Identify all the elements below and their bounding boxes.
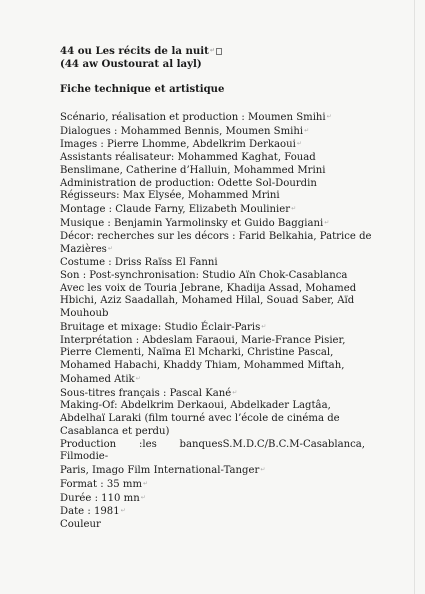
credit-line	[60, 505, 365, 519]
credit-line	[60, 478, 365, 492]
credit-line: Administration de production: Odette Sol-Dourdin	[60, 177, 317, 189]
credit-text: Musique : Benjamin Yarmolinsky et Guido Baggiani	[60, 217, 324, 229]
credit-line	[60, 203, 365, 217]
credit-text: Sous-titres français : Pascal Kané	[60, 387, 232, 399]
return-mark-icon: ↵	[261, 322, 267, 330]
credit-line	[60, 492, 365, 506]
section-heading: Fiche technique et artistique	[60, 84, 225, 95]
credit-line: Mouhoub	[60, 308, 109, 319]
return-mark-icon: ↵	[107, 245, 113, 253]
credit-line: Abdelhaï Laraki (film tourné avec l’école de cinéma de	[60, 413, 340, 424]
credit-line	[60, 217, 365, 231]
return-mark-icon: ↵	[324, 218, 330, 226]
document-body	[60, 44, 372, 532]
credit-line: Costume : Driss Raïss El Fanni	[60, 257, 218, 268]
credit-line: Couleur	[60, 519, 101, 530]
return-mark-icon: ↵	[260, 466, 266, 473]
credit-text: Images : Pierre Lhomme, Abdelkrim Derkaoui	[60, 139, 296, 151]
credit-line: Hbichi, Aziz Saadallah, Mohamed Hilal, Souad Saber, Aïd	[60, 295, 355, 307]
credit-text: Dialogues : Mohammed Bennis, Moumen Smihi	[60, 125, 304, 137]
credit-line	[60, 243, 365, 257]
film-title-arabic: (44 aw Oustourat al layl)	[60, 58, 202, 70]
credit-line: Assistants réalisateur: Mohammed Kaghat, Fouad	[60, 152, 316, 163]
return-mark-icon: ↵	[135, 374, 141, 382]
credit-text: Durée : 110 mn	[60, 492, 140, 504]
credit-text: Date : 1981	[60, 506, 120, 518]
return-mark-icon: ↵	[304, 126, 310, 134]
credit-text: Format : 35 mm	[60, 478, 143, 490]
credit-line: Mohamed Habachi, Khaddy Thiam, Mohammed Miftah,	[60, 360, 345, 371]
credit-line: Benslimane, Catherine d’Halluin, Mohammed Mrini	[60, 164, 326, 176]
credit-text: Scénario, réalisation et production : Moumen Smihi	[60, 111, 326, 123]
credit-line: Décor: recherches sur les décors : Farid Belkahia, Patrice de	[60, 230, 372, 242]
credit-line	[60, 138, 365, 152]
credit-text: Mohamed Atik	[60, 373, 135, 385]
return-mark-icon: ↵	[143, 479, 149, 487]
film-title	[60, 44, 365, 58]
credit-line: Making-Of: Abdelkrim Derkaoui, Abdelkader Lagtâa,	[60, 400, 331, 412]
return-mark-icon: ↵	[232, 388, 238, 396]
box-mark-icon	[216, 48, 222, 55]
credit-line: Son : Post-synchronisation: Studio Aïn Chok-Casablanca	[60, 269, 348, 281]
credit-line: Interprétation : Abdeslam Faraoui, Marie-France Pisier,	[60, 334, 346, 346]
credit-line	[60, 464, 365, 478]
return-mark-icon: ↵	[140, 493, 146, 501]
credit-text: Montage : Claude Farny, Elizabeth Moulinier	[60, 204, 291, 215]
credit-line	[60, 125, 365, 139]
credit-line	[60, 387, 365, 401]
credit-line: Casablanca et perdu)	[60, 425, 170, 437]
credit-line	[60, 373, 365, 387]
return-mark-icon: ↵	[120, 507, 126, 515]
return-mark-icon: ↵	[326, 112, 332, 120]
credit-line: Pierre Clementi, Naïma El Mcharki, Christine Pascal,	[60, 347, 334, 359]
credit-text: Bruitage et mixage: Studio Éclair-Paris	[60, 321, 261, 333]
return-mark-icon: ↵	[209, 47, 215, 54]
credit-text: Paris, Imago Film International-Tanger	[60, 465, 260, 476]
return-mark-icon: ↵	[291, 205, 297, 212]
page-edge-shadow	[414, 0, 415, 594]
credit-text: Mazières	[60, 244, 107, 256]
credit-line	[60, 111, 365, 125]
film-title-text: 44 ou Les récits de la nuit	[60, 45, 209, 57]
credit-line: Régisseurs: Max Elysée, Mohammed Mrini	[60, 190, 280, 202]
credit-line: Production :les banquesS.M.D.C/B.C.M-Casablanca, Filmodie-	[60, 438, 365, 463]
return-mark-icon: ↵	[296, 140, 302, 148]
credit-line	[60, 321, 365, 335]
credit-line: Avec les voix de Touria Jebrane, Khadija Assad, Mohamed	[60, 282, 357, 294]
